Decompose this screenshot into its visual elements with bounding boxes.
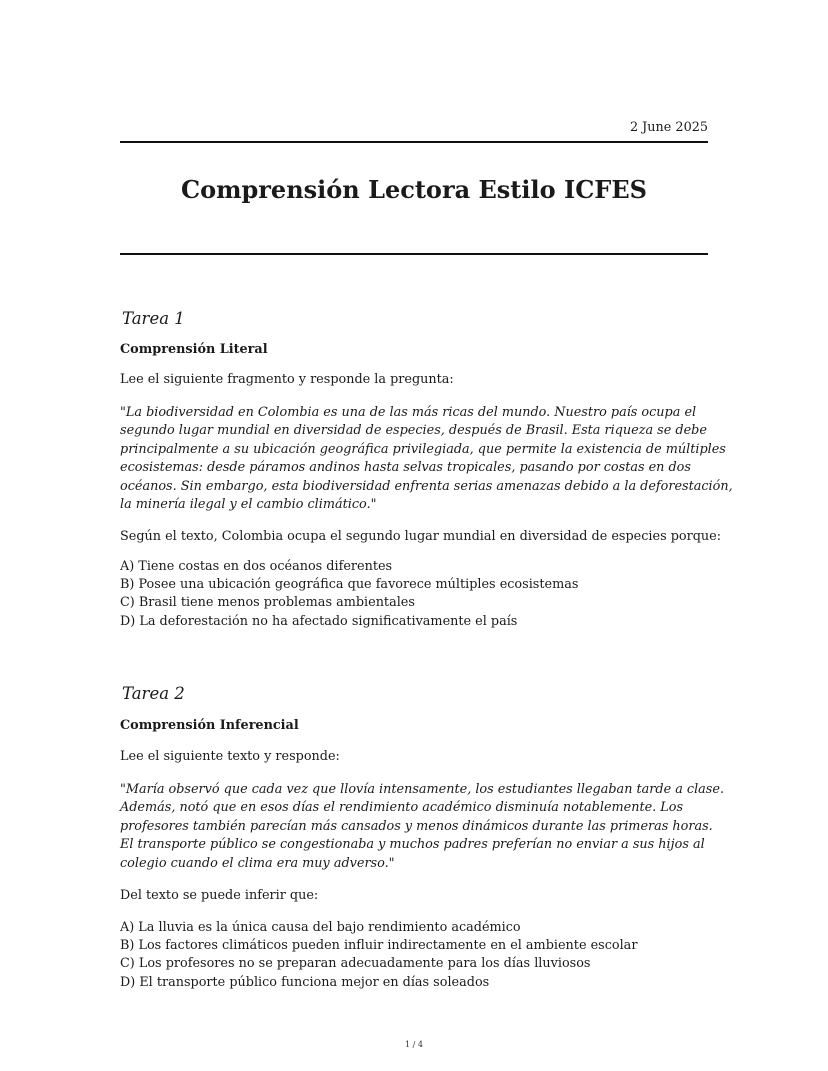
task-subheading: Comprensión Literal — [120, 342, 268, 357]
task-instruction: Lee el siguiente texto y responde: — [120, 749, 340, 764]
answer-option: B) Posee una ubicación geográfica que favorece múltiples ecosistemas — [120, 577, 579, 593]
task-instruction: Lee el siguiente fragmento y responde la pregunta: — [120, 372, 454, 387]
passage-line: El transporte público se congestionaba y muchos padres preferían no enviar a sus hijos al — [120, 837, 705, 853]
title-divider — [120, 253, 708, 255]
page-number: 1 / 4 — [405, 1040, 423, 1049]
answer-option: D) La deforestación no ha afectado significativamente el país — [120, 613, 518, 629]
answer-option: C) Los profesores no se preparan adecuadamente para los días lluviosos — [120, 956, 591, 972]
page-title: Comprensión Lectora Estilo ICFES — [181, 175, 647, 204]
question-text: Según el texto, Colombia ocupa el segundo lugar mundial en diversidad de especies porque: — [120, 529, 722, 544]
passage-line: "La biodiversidad en Colombia es una de las más ricas del mundo. Nuestro país ocupa el — [120, 405, 697, 420]
passage-line: océanos. Sin embargo, esta biodiversidad enfrenta serias amenazas debido a la deforestación, — [120, 478, 733, 494]
question-text: Del texto se puede inferir que: — [120, 888, 319, 903]
answer-option: D) El transporte público funciona mejor en días soleados — [120, 974, 490, 990]
passage-line: segundo lugar mundial en diversidad de especies, después de Brasil. Esta riqueza se debe — [120, 423, 707, 439]
task-heading: Tarea 2 — [122, 684, 185, 703]
passage-line: la minería ilegal y el cambio climático." — [120, 497, 377, 512]
passage-line: "María observó que cada vez que llovía intensamente, los estudiantes llegaban tarde a clase. — [120, 782, 725, 797]
passage-line: ecosistemas: desde páramos andinos hasta selvas tropicales, pasando por costas en dos — [120, 460, 691, 476]
answer-option: A) La lluvia es la única causa del bajo rendimiento académico — [120, 920, 521, 935]
passage-line: Además, notó que en esos días el rendimiento académico disminuía notablemente. Los — [120, 800, 684, 816]
passage-line: profesores también parecían más cansados y menos dinámicos durante las primeras horas. — [120, 818, 713, 834]
task-subheading: Comprensión Inferencial — [120, 718, 299, 733]
passage-line: colegio cuando el clima era muy adverso." — [120, 855, 395, 871]
answer-option: A) Tiene costas en dos océanos diferentes — [120, 559, 393, 574]
answer-option: C) Brasil tiene menos problemas ambientales — [120, 595, 415, 611]
header-divider — [120, 141, 708, 143]
task-heading: Tarea 1 — [122, 309, 185, 328]
document-date: 2 June 2025 — [629, 120, 708, 135]
passage-line: principalmente a su ubicación geográfica privilegiada, que permite la existencia de múltiples — [120, 441, 726, 457]
answer-option: B) Los factores climáticos pueden influir indirectamente en el ambiente escolar — [120, 938, 638, 954]
